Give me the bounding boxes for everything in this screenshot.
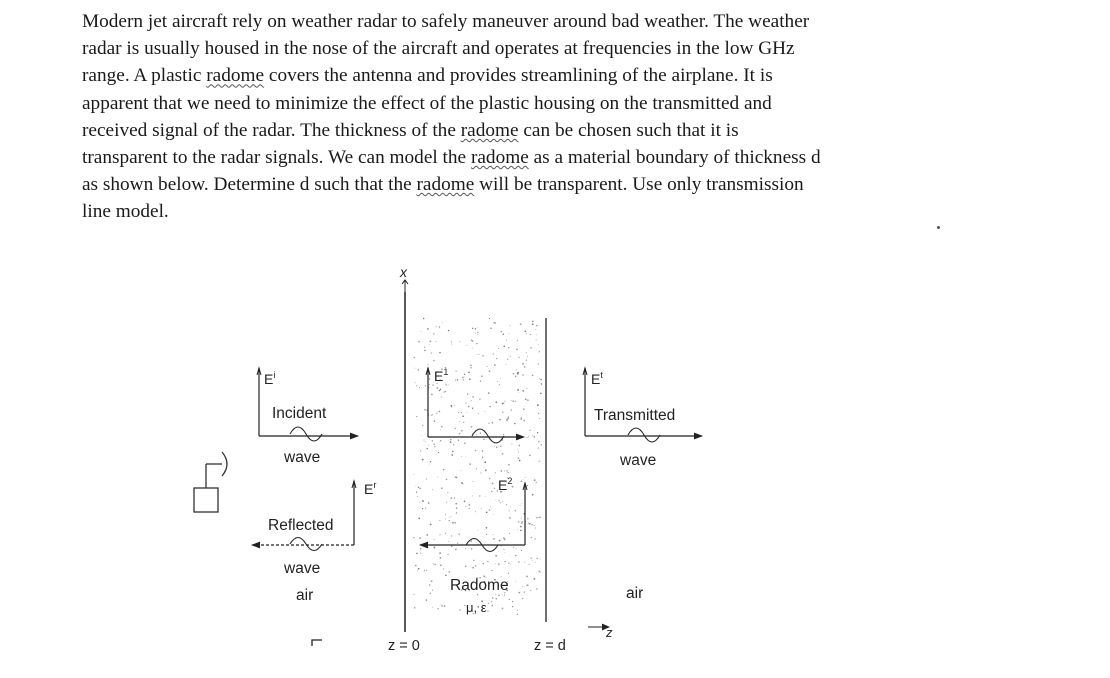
problem-text-segment: radar is usually housed in the nose of the aircraft and operates at frequencies in the low GHz [82, 38, 795, 60]
slab-field-1 [426, 367, 524, 443]
radome-label: Radome [450, 577, 509, 594]
transmitted-field-label: $E^t$ [591, 370, 603, 387]
slab-field-1-label: $E^1$ [434, 367, 449, 384]
right-medium-label: air [626, 585, 644, 602]
z-d-label: z = d [534, 638, 566, 654]
transmitted-wave [583, 368, 702, 602]
reflected-label: Reflected [268, 517, 334, 534]
problem-text-segment: can be chosen such that it is [518, 119, 739, 141]
problem-text-segment: will be transparent. Use only transmission [474, 174, 804, 196]
problem-text-segment: apparent that we need to minimize the effect of the plastic housing on the transmitted and [82, 92, 772, 114]
problem-text-segment: transparent to the radar signals. We can model the [82, 147, 471, 169]
reflected-field-label: $E^r$ [364, 480, 377, 497]
radome-stipple [413, 318, 542, 615]
left-medium-label: air [296, 587, 314, 604]
slab-field-2-label: $E^2$ [498, 476, 513, 493]
stray-bracket [312, 640, 322, 646]
problem-text-segment: as shown below. Determine d such that the [82, 174, 417, 196]
problem-text-segment: line model. [82, 201, 169, 223]
incident-wave-label: wave [284, 449, 321, 466]
underlined-word: radome [416, 174, 475, 196]
incident-wave [257, 368, 358, 466]
problem-text-segment: as a material boundary of thickness d [528, 147, 821, 169]
transmitted-wave-label: wave [620, 452, 657, 469]
axis-x-label: x [400, 264, 407, 280]
radome-params: μ, ε [466, 600, 487, 615]
reflected-wave-label: wave [284, 560, 321, 577]
axis-z-label: z [606, 625, 613, 640]
problem-text-segment: range. A plastic [82, 65, 207, 87]
underlined-word: radome [470, 147, 529, 169]
underlined-word: radome [460, 119, 519, 141]
problem-text-segment: received signal of the radar. The thickness of the [82, 119, 461, 141]
antenna-icon [194, 452, 227, 512]
transmitted-label: Transmitted [594, 407, 676, 424]
z-zero-label: z = 0 [388, 638, 420, 654]
problem-text-segment: Modern jet aircraft rely on weather radar to safely maneuver around bad weather. The weather [82, 11, 810, 32]
reflected-wave [252, 480, 376, 646]
incident-label: Incident [272, 405, 327, 422]
problem-text-segment: covers the antenna and provides streamlining of the airplane. It is [264, 65, 773, 87]
incident-field-label: $E^i$ [264, 370, 276, 387]
underlined-word: radome [206, 65, 265, 87]
slab-field-2 [420, 476, 527, 552]
